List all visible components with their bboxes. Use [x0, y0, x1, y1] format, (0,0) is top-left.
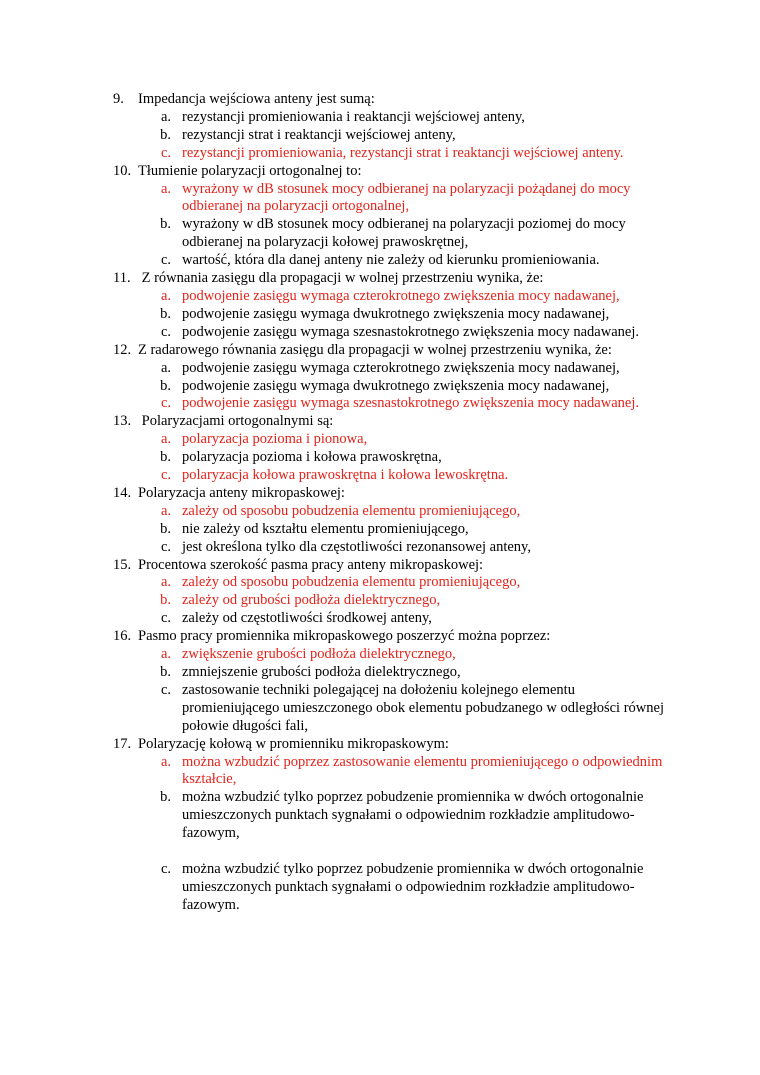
answer-text: rezystancji strat i reaktancji wejściowej anteny,: [182, 126, 456, 143]
answer-option-correct: [113, 574, 673, 592]
question-text: Z równania zasięgu dla propagacji w wolnej przestrzeniu wynika, że:: [138, 270, 544, 287]
question-heading: [113, 270, 673, 288]
answer-option: [113, 539, 673, 557]
answer-text: wyrażony w dB stosunek mocy odbieranej na polaryzacji poziomej do mocy odbieranej na polaryzacji kołowej prawoskrętnej,: [182, 216, 626, 251]
answer-option: [113, 306, 673, 324]
answer-letter: b.: [160, 520, 171, 537]
answer-letter: c.: [160, 860, 171, 877]
answer-letter: b.: [160, 789, 171, 806]
answer-text: można wzbudzić poprzez zastosowanie elementu promieniującego o odpowiednim kształcie,: [182, 753, 663, 788]
answer-letter: c.: [160, 252, 171, 269]
answer-option: [113, 216, 673, 252]
question-heading: [113, 342, 673, 360]
answer-text: wartość, która dla danej anteny nie zależy od kierunku promieniowania.: [182, 252, 600, 269]
answer-letter: a.: [160, 108, 171, 125]
question-text: Polaryzacjami ortogonalnymi są:: [138, 413, 334, 430]
question-text: Procentowa szerokość pasma pracy anteny mikropaskowej:: [138, 556, 484, 573]
answer-option: [113, 378, 673, 396]
question-heading: [113, 485, 673, 503]
answer-text: podwojenie zasięgu wymaga szesnastokrotnego zwiększenia mocy nadawanej.: [182, 323, 639, 340]
answer-text: wyrażony w dB stosunek mocy odbieranej na polaryzacji pożądanej do mocy odbieranej na polaryzacji ortogonalnej,: [182, 180, 631, 215]
question-item: [113, 413, 673, 485]
answer-letter: a.: [160, 287, 171, 304]
answer-text: zależy od grubości podłoża dielektrycznego,: [182, 592, 441, 609]
answer-option-correct: [113, 503, 673, 521]
question-list: [113, 91, 673, 915]
answer-letter: c.: [160, 323, 171, 340]
answer-letter: b.: [160, 664, 171, 680]
question-item: [113, 163, 673, 270]
answer-text: podwojenie zasięgu wymaga dwukrotnego zwiększenia mocy nadawanej,: [182, 305, 610, 322]
question-heading: [113, 628, 673, 646]
question-heading: [113, 413, 673, 431]
answer-option-correct: [113, 181, 673, 217]
answer-text: polaryzacja kołowa prawoskrętna i kołowa lewoskrętna.: [182, 467, 509, 484]
answer-option-correct: [113, 395, 673, 413]
question-item: [113, 270, 673, 342]
answer-option-correct: [113, 467, 673, 485]
answer-letter: b.: [160, 305, 171, 322]
question-item: [113, 485, 673, 557]
answer-text: można wzbudzić tylko poprzez pobudzenie promiennika w dwóch ortogonalnie umieszczonych punktach sygnałami o odpowiednim rozkładzie amplitudowo-fazowym.: [182, 860, 644, 913]
answer-letter: a.: [160, 646, 171, 663]
answer-letter: a.: [160, 359, 171, 376]
answer-letter: c.: [160, 467, 171, 484]
answer-text: rezystancji promieniowania i reaktancji wejściowej anteny,: [182, 108, 525, 125]
answer-letter: c.: [160, 681, 171, 698]
question-number: 10.: [113, 162, 132, 179]
answer-option-correct: [113, 646, 673, 664]
answer-option: [113, 521, 673, 539]
question-number: 12.: [113, 341, 132, 358]
answer-letter: a.: [160, 574, 171, 591]
question-text: Polaryzacja anteny mikropaskowej:: [138, 484, 345, 501]
answer-text: podwojenie zasięgu wymaga dwukrotnego zwiększenia mocy nadawanej,: [182, 377, 610, 394]
question-number: 9.: [113, 91, 124, 107]
answer-text: podwojenie zasięgu wymaga szesnastokrotnego zwiększenia mocy nadawanej.: [182, 395, 639, 412]
answer-option-correct: [113, 754, 673, 790]
answer-letter: c.: [160, 395, 171, 412]
answer-letter: b.: [160, 126, 171, 143]
question-item: [113, 342, 673, 414]
answer-letter: b.: [160, 592, 171, 609]
question-heading: [113, 91, 673, 109]
answer-letter: b.: [160, 216, 171, 233]
answer-option: [113, 127, 673, 145]
answer-text: rezystancji promieniowania, rezystancji strat i reaktancji wejściowej anteny.: [182, 144, 624, 161]
question-text: Impedancja wejściowa anteny jest sumą:: [138, 91, 375, 107]
answer-letter: a.: [160, 180, 171, 197]
answer-text: zwiększenie grubości podłoża dielektrycznego,: [182, 646, 456, 663]
answer-letter: c.: [160, 610, 171, 627]
question-text: Pasmo pracy promiennika mikropaskowego poszerzyć można poprzez:: [138, 628, 551, 645]
answer-option: [113, 449, 673, 467]
answer-option: [113, 252, 673, 270]
answer-text: zależy od sposobu pobudzenia elementu promieniującego,: [182, 502, 521, 519]
answer-text: zależy od częstotliwości środkowej anteny,: [182, 610, 432, 627]
answer-option-correct: [113, 288, 673, 306]
question-heading: [113, 736, 673, 754]
answer-option: [113, 861, 673, 915]
answer-text: można wzbudzić tylko poprzez pobudzenie promiennika w dwóch ortogonalnie umieszczonych punktach sygnałami o odpowiednim rozkładzie amplitudowo-fazowym,: [182, 789, 644, 842]
answer-option: [113, 360, 673, 378]
question-number: 15.: [113, 556, 132, 573]
answer-option: [113, 789, 673, 843]
answer-letter: c.: [160, 144, 171, 161]
answer-text: podwojenie zasięgu wymaga czterokrotnego zwiększenia mocy nadawanej,: [182, 287, 620, 304]
answer-text: podwojenie zasięgu wymaga czterokrotnego zwiększenia mocy nadawanej,: [182, 359, 620, 376]
answer-option: [113, 109, 673, 127]
question-text: Polaryzację kołową w promienniku mikropaskowym:: [138, 735, 449, 752]
answer-letter: a.: [160, 753, 171, 770]
answer-option-correct: [113, 431, 673, 449]
question-number: 17.: [113, 735, 132, 752]
answer-letter: c.: [160, 538, 171, 555]
question-heading: [113, 557, 673, 575]
question-item: [113, 628, 673, 735]
question-number: 14.: [113, 484, 132, 501]
answer-option: [113, 324, 673, 342]
answer-text: polaryzacja pozioma i pionowa,: [182, 431, 368, 448]
question-number: 11.: [113, 270, 131, 287]
blank-line: [113, 843, 673, 861]
question-number: 13.: [113, 413, 132, 430]
question-item: [113, 557, 673, 629]
question-text: Tłumienie polaryzacji ortogonalnej to:: [138, 162, 362, 179]
answer-option: [113, 664, 673, 682]
question-item: [113, 91, 673, 163]
answer-text: polaryzacja pozioma i kołowa prawoskrętna,: [182, 449, 442, 466]
answer-letter: a.: [160, 431, 171, 448]
answer-text: zastosowanie techniki polegającej na dołożeniu kolejnego elementu promieniującego umieszczonego obok elementu pobudzanego w odległości równej połowie długości fali,: [182, 681, 664, 734]
answer-option: [113, 682, 673, 736]
answer-option-correct: [113, 592, 673, 610]
answer-letter: a.: [160, 502, 171, 519]
question-item: [113, 736, 673, 915]
question-number: 16.: [113, 628, 132, 645]
answer-letter: b.: [160, 377, 171, 394]
question-heading: [113, 163, 673, 181]
answer-text: jest określona tylko dla częstotliwości rezonansowej anteny,: [182, 538, 531, 555]
answer-text: zależy od sposobu pobudzenia elementu promieniującego,: [182, 574, 521, 591]
answer-option: [113, 610, 673, 628]
answer-text: zmniejszenie grubości podłoża dielektrycznego,: [182, 664, 461, 680]
answer-letter: b.: [160, 449, 171, 466]
answer-text: nie zależy od kształtu elementu promieniującego,: [182, 520, 469, 537]
answer-option-correct: [113, 145, 673, 163]
question-text: Z radarowego równania zasięgu dla propagacji w wolnej przestrzeniu wynika, że:: [138, 341, 612, 358]
